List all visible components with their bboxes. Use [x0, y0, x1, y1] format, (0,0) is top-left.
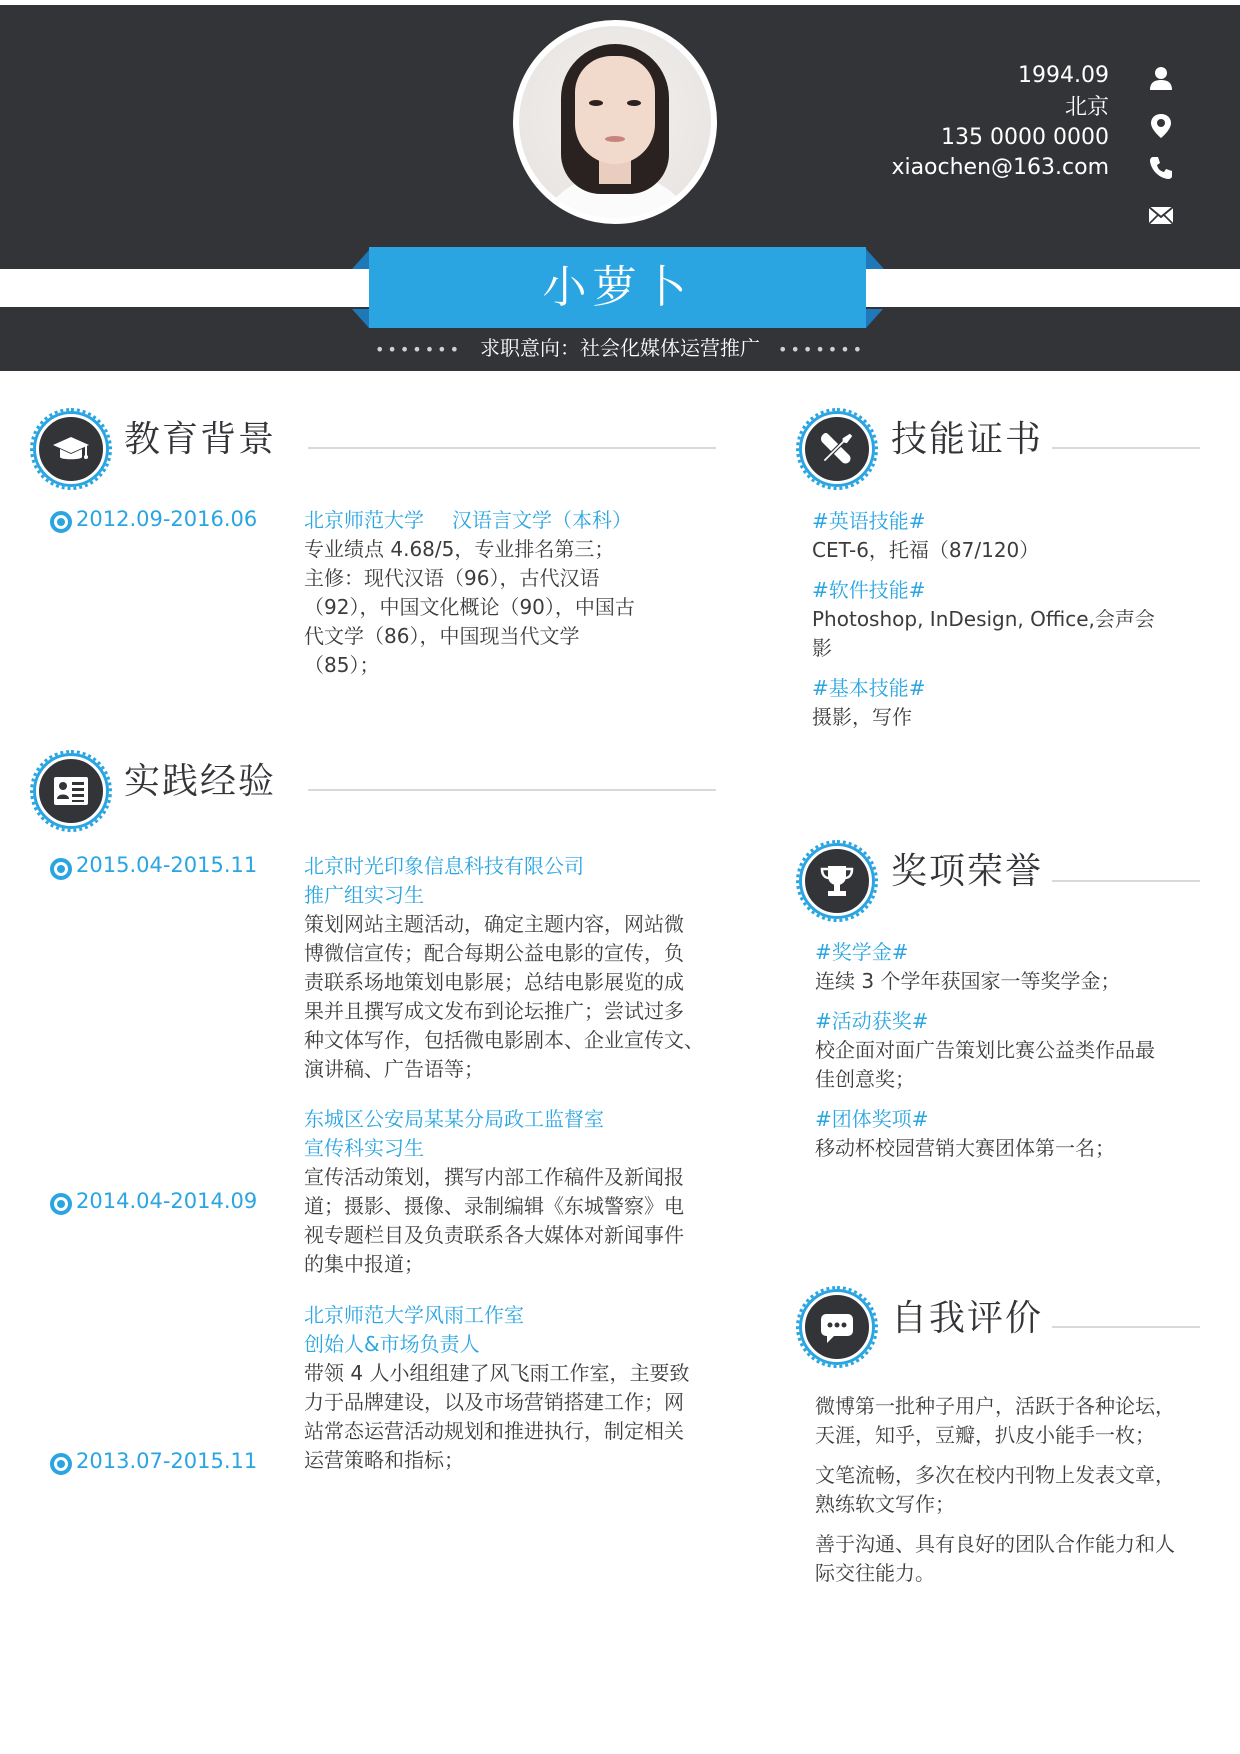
education-entry: [304, 506, 724, 680]
award-line: 佳创意奖；: [815, 1067, 915, 1091]
self-eval-line: 文笔流畅，多次在校内刊物上发表文章，: [815, 1463, 1175, 1487]
self-eval-line: 微博第一批种子用户，活跃于各种论坛，: [815, 1394, 1175, 1418]
self-eval-line: 善于沟通、具有良好的团队合作能力和人: [815, 1532, 1175, 1556]
award-line: 连续 3 个学年获国家一等奖学金；: [815, 969, 1121, 993]
location-pin-icon: [1148, 113, 1174, 139]
skill-line: 影: [812, 636, 832, 660]
resume-list-icon: [51, 771, 91, 811]
skill-line: CET-6，托福（87/120）: [812, 538, 1040, 562]
ribbon-tail-left: [352, 309, 369, 328]
education-section-icon: [36, 414, 106, 484]
dots-right: •••••••: [778, 340, 866, 359]
experience-line: 策划网站主题活动，确定主题内容，网站微: [304, 912, 684, 936]
timeline-dot: [50, 511, 72, 533]
timeline-dot: [50, 1193, 72, 1215]
experience-line: 站常态运营活动规划和推进执行，制定相关: [304, 1419, 684, 1443]
role-name: 推广组实习生: [304, 883, 424, 907]
profile-photo: [513, 20, 717, 224]
skills-section-icon: [802, 414, 872, 484]
experience-line: 视专题栏目及负责联系各大媒体对新闻事件: [304, 1223, 684, 1247]
job-objective: 求职意向：社会化媒体运营推广: [480, 336, 760, 360]
award-line: 校企面对面广告策划比赛公益类作品最: [815, 1038, 1155, 1062]
birth-date: 1994.09: [1018, 63, 1109, 88]
role-name: 宣传科实习生: [304, 1136, 424, 1160]
ribbon-fold-left: [352, 249, 370, 269]
experience-line: 种文体写作，包括微电影剧本、企业宣传文、: [304, 1028, 704, 1052]
experience-line: 博微信宣传；配合每期公益电影的宣传，负: [304, 941, 684, 965]
award-tag: #团体奖项#: [815, 1107, 929, 1131]
mail-icon: [1148, 202, 1174, 228]
experience-line: 带领 4 人小组组建了风飞雨工作室，主要致: [304, 1361, 690, 1385]
graduation-cap-icon: [51, 429, 91, 469]
education-line: （85）；: [304, 653, 380, 677]
skill-line: Photoshop, InDesign, Office,会声会: [812, 607, 1155, 631]
phone-number: 135 0000 0000: [941, 125, 1109, 150]
ribbon-fold-right: [866, 249, 884, 269]
school-name: 北京师范大学: [304, 508, 424, 532]
experience-line: 果并且撰写成文发布到论坛推广；尝试过多: [304, 999, 684, 1023]
education-school-row: [304, 506, 724, 535]
job-objective-row: [0, 333, 1240, 365]
skills-list: [812, 507, 1212, 732]
chat-bubble-icon: [817, 1307, 857, 1347]
award-tag: #奖学金#: [815, 940, 909, 964]
skill-line: 摄影，写作: [812, 705, 912, 729]
trophy-icon: [817, 861, 857, 901]
experience-line: 运营策略和指标；: [304, 1448, 464, 1472]
experience-line: 演讲稿、广告语等；: [304, 1057, 484, 1081]
experience-date: 2015.04-2015.11: [76, 853, 258, 877]
timeline-dot: [50, 858, 72, 880]
education-line: 代文学（86），中国现当代文学: [304, 624, 580, 648]
education-line: 主修：现代汉语（96），古代汉语: [304, 566, 600, 590]
experience-entry: [304, 1105, 744, 1279]
ribbon-tail-right: [866, 309, 883, 328]
dots-left: •••••••: [374, 340, 462, 359]
experience-line: 宣传活动策划，撰写内部工作稿件及新闻报: [304, 1165, 684, 1189]
experience-date: 2013.07-2015.11: [76, 1449, 258, 1473]
experience-entry: [304, 852, 744, 1084]
major-name: 汉语言文学（本科）: [452, 508, 632, 532]
experience-divider: [308, 789, 716, 791]
awards-list: [815, 938, 1215, 1163]
skill-tag: #软件技能#: [812, 578, 926, 602]
education-title: 教育背景: [124, 419, 277, 460]
skills-divider: [1052, 447, 1200, 449]
awards-section-icon: [802, 846, 872, 916]
education-date: 2012.09-2016.06: [76, 507, 258, 531]
timeline-dot: [50, 1453, 72, 1475]
self-eval-divider: [1052, 1326, 1200, 1328]
self-eval-title: 自我评价: [891, 1298, 1044, 1339]
self-eval-line: 天涯，知乎，豆瓣，扒皮小能手一枚；: [815, 1423, 1155, 1447]
awards-title: 奖项荣誉: [891, 851, 1044, 892]
self-eval-section-icon: [802, 1292, 872, 1362]
experience-line: 的集中报道；: [304, 1252, 424, 1276]
city: 北京: [1064, 95, 1109, 120]
experience-line: 道；摄影、摄像、录制编辑《东城警察》电: [304, 1194, 684, 1218]
email-address: xiaochen@163.com: [891, 155, 1109, 180]
education-line: 专业绩点 4.68/5，专业排名第三；: [304, 537, 615, 561]
experience-line: 力于品牌建设，以及市场营销搭建工作；网: [304, 1390, 684, 1414]
phone-icon: [1148, 155, 1174, 181]
skills-title: 技能证书: [891, 419, 1044, 460]
experience-section-icon: [36, 756, 106, 826]
award-line: 移动杯校园营销大赛团体第一名；: [815, 1136, 1115, 1160]
self-eval-line: 熟练软文写作；: [815, 1492, 955, 1516]
person-icon: [1148, 65, 1174, 91]
education-divider: [308, 447, 716, 449]
experience-entry: [304, 1301, 744, 1475]
skill-tag: #基本技能#: [812, 676, 926, 700]
experience-line: 责联系场地策划电影展；总结电影展览的成: [304, 970, 684, 994]
experience-date: 2014.04-2014.09: [76, 1189, 258, 1213]
skill-tag: #英语技能#: [812, 509, 926, 533]
organization-name: 北京师范大学风雨工作室: [304, 1303, 524, 1327]
education-line: （92），中国文化概论（90），中国古: [304, 595, 635, 619]
role-name: 创始人&市场负责人: [304, 1332, 480, 1356]
award-tag: #活动获奖#: [815, 1009, 929, 1033]
awards-divider: [1052, 880, 1200, 882]
candidate-name: 小萝卜: [369, 247, 866, 328]
self-eval-line: 际交往能力。: [815, 1561, 935, 1585]
tools-icon: [817, 429, 857, 469]
organization-name: 北京时光印象信息科技有限公司: [304, 854, 584, 878]
organization-name: 东城区公安局某某分局政工监督室: [304, 1107, 604, 1131]
experience-title: 实践经验: [124, 761, 277, 802]
self-eval-list: [815, 1392, 1215, 1588]
